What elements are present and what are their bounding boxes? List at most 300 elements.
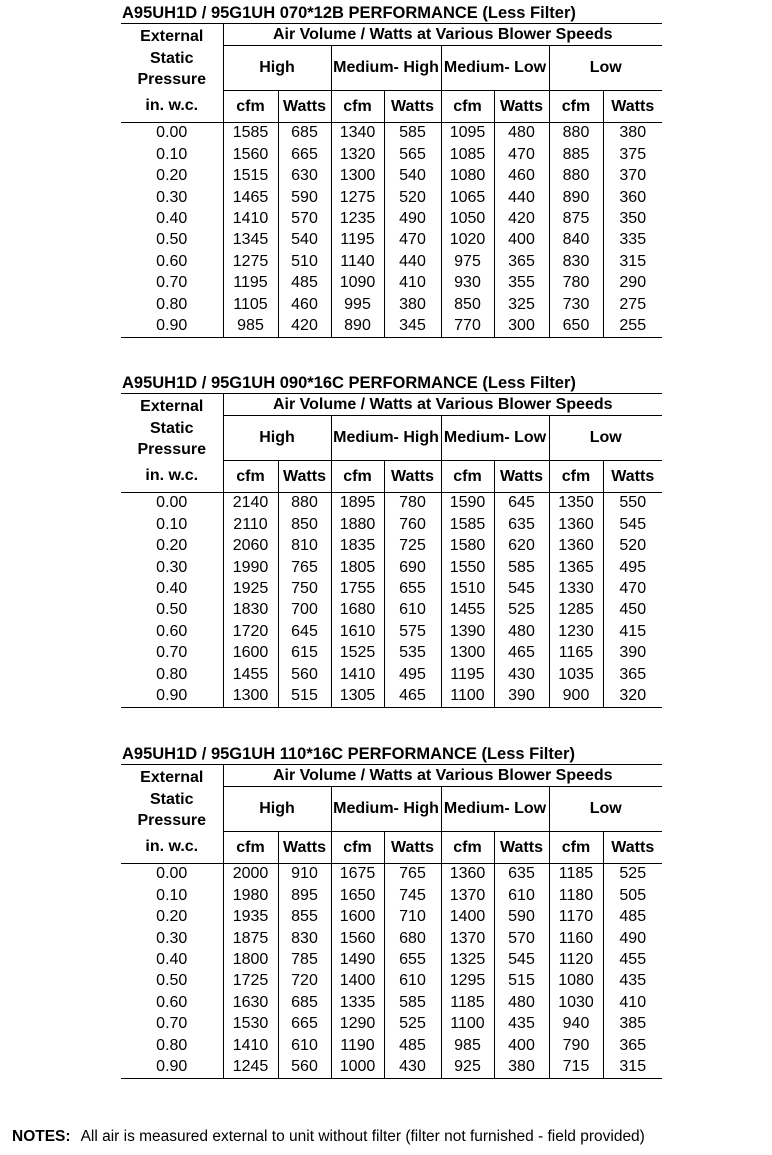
value-cell: 1275 [223, 251, 278, 272]
value-cell: 300 [494, 316, 549, 338]
value-cell: 655 [384, 950, 441, 971]
value-cell: 780 [384, 493, 441, 515]
value-cell: 495 [603, 557, 662, 578]
value-cell: 385 [603, 1014, 662, 1035]
speed-header: Low [549, 786, 662, 831]
pressure-cell: 0.50 [156, 601, 188, 619]
unit-header: cfm [441, 91, 494, 123]
value-cell: 470 [603, 579, 662, 600]
value-cell: 1600 [331, 907, 384, 928]
value-cell: 1190 [331, 1035, 384, 1056]
value-cell: 505 [603, 885, 662, 906]
speed-header: High [223, 45, 331, 90]
value-cell: 1370 [441, 928, 494, 949]
table-title: A95UH1D / 95G1UH 070*12B PERFORMANCE (Less Filter) [121, 4, 662, 24]
pressure-cell: 0.40 [156, 210, 188, 227]
value-cell: 985 [441, 1035, 494, 1056]
unit-header: Watts [384, 832, 441, 864]
value-cell: 460 [494, 166, 549, 187]
value-cell: 1465 [223, 187, 278, 208]
value-cell: 1880 [331, 514, 384, 535]
value-cell: 1650 [331, 885, 384, 906]
pressure-cell: 0.60 [156, 252, 188, 270]
value-cell: 585 [494, 557, 549, 578]
value-cell: 925 [441, 1057, 494, 1079]
speed-header: Medium- Low [441, 45, 549, 90]
value-cell: 510 [278, 251, 331, 272]
value-cell: 630 [278, 166, 331, 187]
unit-header: Watts [494, 832, 549, 864]
value-cell: 515 [494, 971, 549, 992]
value-cell: 525 [384, 1014, 441, 1035]
external-static-pressure-header [121, 394, 223, 461]
static-pressure-label: Static Pressure [137, 419, 206, 458]
pressure-cell: 0.00 [156, 865, 188, 883]
value-cell: 1680 [331, 600, 384, 621]
value-cell: 1140 [331, 251, 384, 272]
value-cell: 1875 [223, 928, 278, 949]
pressure-cell: 0.30 [156, 929, 188, 947]
value-cell: 1090 [331, 273, 384, 294]
performance-table [121, 24, 662, 338]
value-cell: 1410 [331, 664, 384, 685]
performance-table-110 [121, 745, 662, 1079]
value-cell: 1360 [441, 864, 494, 886]
pressure-cell: 0.70 [156, 1015, 188, 1033]
value-cell: 420 [278, 316, 331, 338]
table-row [121, 144, 662, 165]
value-cell: 610 [278, 1035, 331, 1056]
value-cell: 560 [278, 1057, 331, 1079]
table-row [121, 664, 662, 685]
value-cell: 325 [494, 294, 549, 315]
value-cell: 1510 [441, 579, 494, 600]
unit-header: cfm [223, 91, 278, 123]
table-row [121, 187, 662, 208]
value-cell: 1000 [331, 1057, 384, 1079]
value-cell: 345 [384, 316, 441, 338]
table-row [121, 885, 662, 906]
pressure-cell: 0.20 [156, 537, 188, 555]
value-cell: 1185 [441, 992, 494, 1013]
unit-header: Watts [494, 91, 549, 123]
pressure-cell: 0.90 [121, 1057, 223, 1079]
value-cell: 485 [603, 907, 662, 928]
value-cell: 485 [278, 273, 331, 294]
value-cell: 1835 [331, 536, 384, 557]
table-row [121, 971, 662, 992]
table-row [121, 579, 662, 600]
value-cell: 585 [384, 123, 441, 145]
value-cell: 540 [278, 230, 331, 251]
table-row [121, 864, 662, 886]
value-cell: 810 [278, 536, 331, 557]
value-cell: 465 [494, 643, 549, 664]
pressure-cell: 0.70 [156, 274, 188, 292]
speed-header: Medium- Low [441, 415, 549, 460]
value-cell: 465 [384, 686, 441, 708]
pressure-cell: 0.80 [156, 295, 188, 313]
value-cell: 850 [441, 294, 494, 315]
value-cell: 785 [278, 950, 331, 971]
notes-label: NOTES: [12, 1128, 71, 1145]
static-pressure-label: Static Pressure [137, 790, 206, 829]
unit-header: cfm [223, 832, 278, 864]
value-cell: 610 [384, 600, 441, 621]
unit-header: cfm [223, 461, 278, 493]
value-cell: 590 [278, 187, 331, 208]
unit-header: cfm [549, 461, 603, 493]
value-cell: 610 [384, 971, 441, 992]
value-cell: 645 [278, 621, 331, 642]
table-row [121, 209, 662, 230]
value-cell: 1185 [549, 864, 603, 886]
pressure-cell: 0.40 [156, 580, 188, 597]
value-cell: 1300 [223, 686, 278, 708]
unit-header: cfm [549, 91, 603, 123]
unit-header: Watts [603, 91, 662, 123]
table-row [121, 1035, 662, 1056]
in-wc-header: in. w.c. [121, 91, 223, 123]
value-cell: 535 [384, 643, 441, 664]
value-cell: 1275 [331, 187, 384, 208]
value-cell: 1295 [441, 971, 494, 992]
table-row [121, 1057, 662, 1079]
value-cell: 470 [494, 144, 549, 165]
table-row [121, 273, 662, 294]
value-cell: 1180 [549, 885, 603, 906]
performance-table-070 [121, 4, 662, 338]
value-cell: 760 [384, 514, 441, 535]
value-cell: 680 [384, 928, 441, 949]
value-cell: 275 [603, 294, 662, 315]
value-cell: 720 [278, 971, 331, 992]
pressure-cell: 0.60 [156, 993, 188, 1011]
table-row [121, 514, 662, 535]
pressure-cell: 0.90 [121, 686, 223, 708]
unit-header: Watts [384, 91, 441, 123]
value-cell: 485 [384, 1035, 441, 1056]
value-cell: 1360 [549, 514, 603, 535]
value-cell: 1390 [441, 621, 494, 642]
value-cell: 880 [549, 166, 603, 187]
speed-header: Medium- High [331, 786, 441, 831]
speed-header: Low [549, 45, 662, 90]
value-cell: 520 [384, 187, 441, 208]
value-cell: 1925 [223, 579, 278, 600]
value-cell: 570 [278, 209, 331, 230]
value-cell: 1160 [549, 928, 603, 949]
value-cell: 450 [603, 600, 662, 621]
value-cell: 545 [494, 950, 549, 971]
value-cell: 415 [603, 621, 662, 642]
pressure-cell: 0.00 [156, 124, 188, 142]
pressure-cell: 0.80 [156, 1036, 188, 1054]
value-cell: 1370 [441, 885, 494, 906]
value-cell: 545 [603, 514, 662, 535]
value-cell: 685 [278, 123, 331, 145]
value-cell: 610 [494, 885, 549, 906]
value-cell: 875 [549, 209, 603, 230]
value-cell: 585 [384, 992, 441, 1013]
value-cell: 515 [278, 686, 331, 708]
value-cell: 1195 [223, 273, 278, 294]
value-cell: 495 [384, 664, 441, 685]
table-row [121, 166, 662, 187]
value-cell: 440 [384, 251, 441, 272]
value-cell: 1285 [549, 600, 603, 621]
value-cell: 545 [494, 579, 549, 600]
value-cell: 480 [494, 123, 549, 145]
table-row [121, 294, 662, 315]
value-cell: 1895 [331, 493, 384, 515]
table-row [121, 557, 662, 578]
value-cell: 410 [603, 992, 662, 1013]
value-cell: 1095 [441, 123, 494, 145]
table-row [121, 536, 662, 557]
table-row [121, 643, 662, 664]
unit-header: Watts [278, 832, 331, 864]
value-cell: 685 [278, 992, 331, 1013]
value-cell: 1805 [331, 557, 384, 578]
value-cell: 1335 [331, 992, 384, 1013]
value-cell: 375 [603, 144, 662, 165]
value-cell: 355 [494, 273, 549, 294]
in-wc-header: in. w.c. [121, 832, 223, 864]
notes-text: All air is measured external to unit without filter (filter not furnished - field provided) [80, 1128, 645, 1145]
value-cell: 765 [384, 864, 441, 886]
value-cell: 725 [384, 536, 441, 557]
value-cell: 380 [384, 294, 441, 315]
value-cell: 2000 [223, 864, 278, 886]
unit-header: Watts [603, 832, 662, 864]
pressure-cell: 0.50 [156, 972, 188, 990]
value-cell: 565 [384, 144, 441, 165]
static-pressure-label: Static Pressure [137, 49, 206, 88]
value-cell: 940 [549, 1014, 603, 1035]
value-cell: 420 [494, 209, 549, 230]
value-cell: 1165 [549, 643, 603, 664]
value-cell: 1120 [549, 950, 603, 971]
value-cell: 1720 [223, 621, 278, 642]
pressure-cell: 0.00 [156, 494, 188, 512]
value-cell: 390 [494, 686, 549, 708]
value-cell: 570 [494, 928, 549, 949]
value-cell: 615 [278, 643, 331, 664]
value-cell: 1560 [223, 144, 278, 165]
value-cell: 460 [278, 294, 331, 315]
value-cell: 1235 [331, 209, 384, 230]
pressure-cell: 0.30 [156, 558, 188, 576]
value-cell: 1085 [441, 144, 494, 165]
value-cell: 480 [494, 992, 549, 1013]
value-cell: 1050 [441, 209, 494, 230]
value-cell: 1600 [223, 643, 278, 664]
value-cell: 1585 [441, 514, 494, 535]
value-cell: 1195 [331, 230, 384, 251]
pressure-cell: 0.10 [156, 145, 188, 163]
value-cell: 1580 [441, 536, 494, 557]
table-title: A95UH1D / 95G1UH 110*16C PERFORMANCE (Less Filter) [121, 745, 662, 765]
value-cell: 1325 [441, 950, 494, 971]
unit-header: Watts [603, 461, 662, 493]
pressure-cell: 0.20 [156, 908, 188, 926]
value-cell: 1560 [331, 928, 384, 949]
value-cell: 790 [549, 1035, 603, 1056]
table-row [121, 992, 662, 1013]
value-cell: 2140 [223, 493, 278, 515]
value-cell: 750 [278, 579, 331, 600]
value-cell: 2060 [223, 536, 278, 557]
speed-header: High [223, 786, 331, 831]
table-row [121, 950, 662, 971]
value-cell: 1490 [331, 950, 384, 971]
value-cell: 1990 [223, 557, 278, 578]
value-cell: 255 [603, 316, 662, 338]
value-cell: 470 [384, 230, 441, 251]
value-cell: 365 [603, 1035, 662, 1056]
value-cell: 840 [549, 230, 603, 251]
value-cell: 1830 [223, 600, 278, 621]
value-cell: 880 [549, 123, 603, 145]
value-cell: 1350 [549, 493, 603, 515]
value-cell: 550 [603, 493, 662, 515]
value-cell: 1030 [549, 992, 603, 1013]
value-cell: 715 [549, 1057, 603, 1079]
value-cell: 1800 [223, 950, 278, 971]
value-cell: 1195 [441, 664, 494, 685]
value-cell: 780 [549, 273, 603, 294]
pressure-cell: 0.20 [156, 167, 188, 185]
value-cell: 830 [278, 928, 331, 949]
value-cell: 400 [494, 1035, 549, 1056]
value-cell: 2110 [223, 514, 278, 535]
value-cell: 365 [603, 664, 662, 685]
value-cell: 830 [549, 251, 603, 272]
value-cell: 1630 [223, 992, 278, 1013]
external-static-pressure-header [121, 24, 223, 91]
value-cell: 1035 [549, 664, 603, 685]
value-cell: 930 [441, 273, 494, 294]
unit-header: cfm [441, 461, 494, 493]
value-cell: 985 [223, 316, 278, 338]
value-cell: 645 [494, 493, 549, 515]
value-cell: 490 [603, 928, 662, 949]
table-row [121, 251, 662, 272]
notes [12, 1128, 645, 1146]
value-cell: 635 [494, 864, 549, 886]
value-cell: 1170 [549, 907, 603, 928]
speed-header: Medium- High [331, 45, 441, 90]
value-cell: 435 [494, 1014, 549, 1035]
value-cell: 1515 [223, 166, 278, 187]
value-cell: 650 [549, 316, 603, 338]
value-cell: 525 [603, 864, 662, 886]
air-volume-header: Air Volume / Watts at Various Blower Speeds [223, 24, 662, 45]
value-cell: 525 [494, 600, 549, 621]
value-cell: 1550 [441, 557, 494, 578]
unit-header: Watts [384, 461, 441, 493]
value-cell: 1530 [223, 1014, 278, 1035]
value-cell: 890 [331, 316, 384, 338]
value-cell: 365 [494, 251, 549, 272]
performance-table [121, 394, 662, 708]
value-cell: 850 [278, 514, 331, 535]
value-cell: 490 [384, 209, 441, 230]
table-row [121, 928, 662, 949]
unit-header: cfm [331, 461, 384, 493]
value-cell: 430 [384, 1057, 441, 1079]
value-cell: 540 [384, 166, 441, 187]
value-cell: 745 [384, 885, 441, 906]
value-cell: 1590 [441, 493, 494, 515]
value-cell: 995 [331, 294, 384, 315]
value-cell: 855 [278, 907, 331, 928]
value-cell: 290 [603, 273, 662, 294]
value-cell: 590 [494, 907, 549, 928]
value-cell: 1300 [441, 643, 494, 664]
table-row [121, 1014, 662, 1035]
value-cell: 360 [603, 187, 662, 208]
pressure-cell: 0.80 [156, 665, 188, 683]
pressure-cell: 0.50 [156, 231, 188, 249]
pressure-cell: 0.30 [156, 188, 188, 206]
unit-header: cfm [549, 832, 603, 864]
value-cell: 575 [384, 621, 441, 642]
value-cell: 1065 [441, 187, 494, 208]
value-cell: 1360 [549, 536, 603, 557]
table-row [121, 493, 662, 515]
external-label: External [140, 769, 204, 786]
value-cell: 1345 [223, 230, 278, 251]
air-volume-header: Air Volume / Watts at Various Blower Speeds [223, 394, 662, 415]
value-cell: 890 [549, 187, 603, 208]
value-cell: 975 [441, 251, 494, 272]
value-cell: 1725 [223, 971, 278, 992]
in-wc-header: in. w.c. [121, 461, 223, 493]
value-cell: 665 [278, 144, 331, 165]
pressure-cell: 0.10 [156, 515, 188, 533]
value-cell: 390 [603, 643, 662, 664]
table-row [121, 907, 662, 928]
value-cell: 765 [278, 557, 331, 578]
value-cell: 1400 [331, 971, 384, 992]
unit-header: Watts [278, 461, 331, 493]
unit-header: Watts [494, 461, 549, 493]
speed-header: Low [549, 415, 662, 460]
value-cell: 370 [603, 166, 662, 187]
speed-header: Medium- Low [441, 786, 549, 831]
air-volume-header: Air Volume / Watts at Various Blower Speeds [223, 765, 662, 786]
value-cell: 1100 [441, 1014, 494, 1035]
table-row [121, 600, 662, 621]
value-cell: 520 [603, 536, 662, 557]
value-cell: 1675 [331, 864, 384, 886]
value-cell: 1330 [549, 579, 603, 600]
unit-header: cfm [331, 832, 384, 864]
value-cell: 1410 [223, 1035, 278, 1056]
unit-header: cfm [441, 832, 494, 864]
value-cell: 335 [603, 230, 662, 251]
pressure-cell: 0.10 [156, 886, 188, 904]
pressure-cell: 0.90 [121, 316, 223, 338]
value-cell: 1455 [441, 600, 494, 621]
value-cell: 315 [603, 1057, 662, 1079]
value-cell: 1300 [331, 166, 384, 187]
pressure-cell: 0.70 [156, 644, 188, 662]
value-cell: 1320 [331, 144, 384, 165]
external-label: External [140, 28, 204, 45]
